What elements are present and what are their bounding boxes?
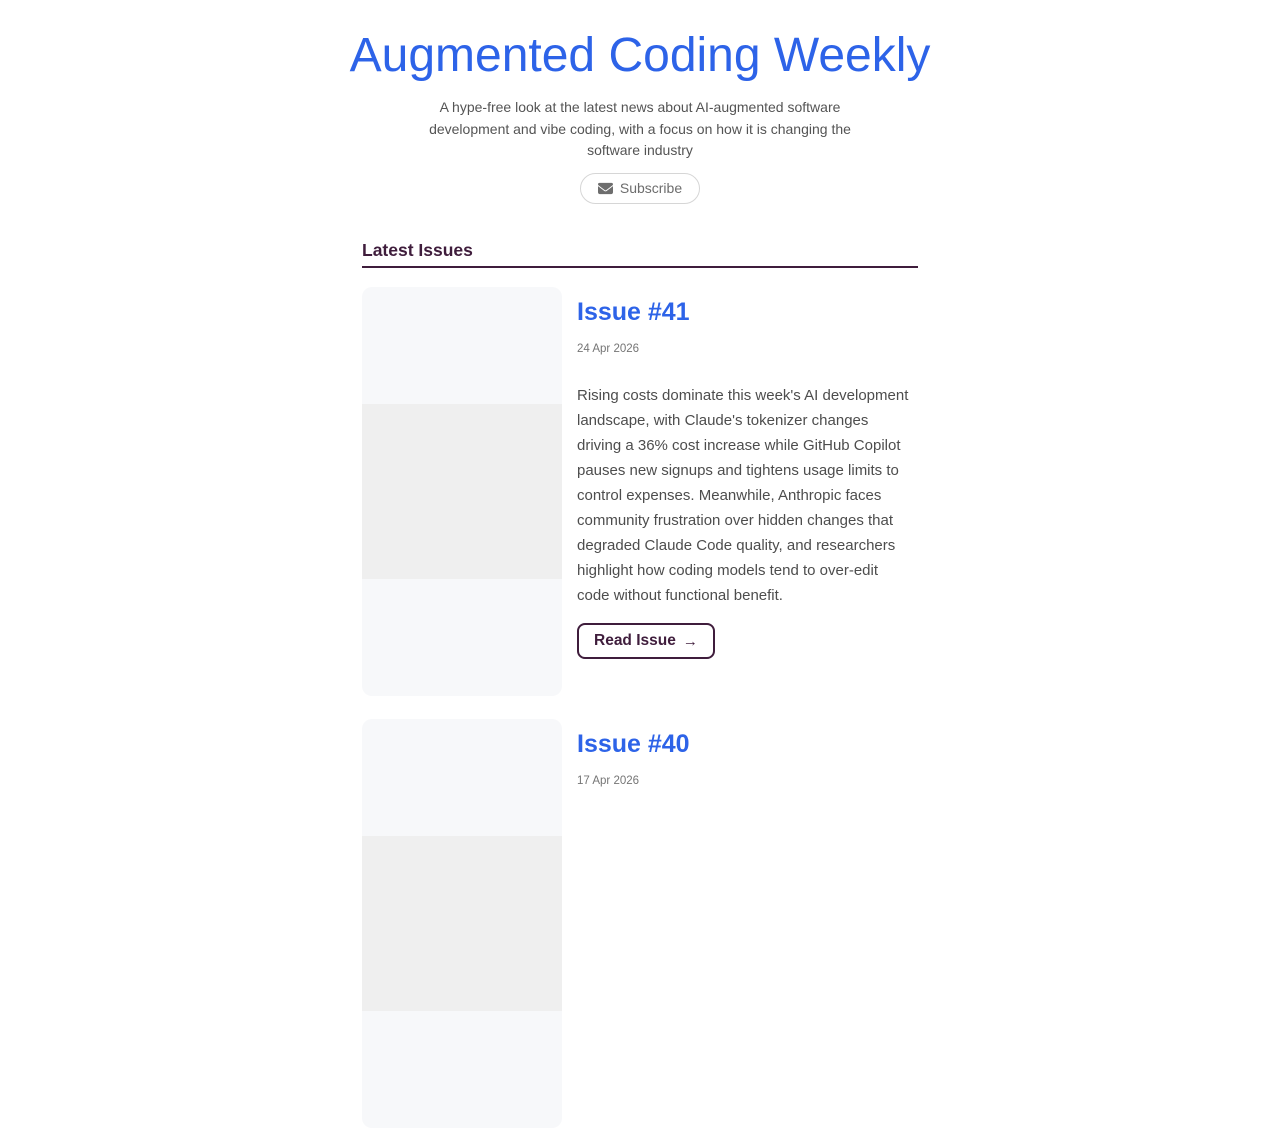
issue-40-title (577, 729, 918, 759)
envelope-icon (598, 181, 613, 196)
latest-issues-section (362, 240, 918, 1128)
arrow-right-icon: → (682, 632, 698, 650)
site-header (0, 28, 1280, 204)
issue-40-thumbnail-link[interactable] (362, 719, 562, 1128)
read-issue-41-label: Read Issue (594, 632, 676, 650)
section-divider (362, 266, 918, 268)
issue-41-summary: Rising costs dominate this week's AI development landscape, with Claude's tokenizer changes driving a 36% cost increase while GitHub Copilot pauses new signups and tightens usage limits to control expenses. Meanwhile, Anthropic faces community frustration over hidden changes that degraded Claude Code quality, and researchers highlight how coding models tend to over-edit code without functional benefit. (577, 387, 909, 605)
issue-41-body (577, 287, 918, 696)
issue-41-title-link[interactable]: Issue #41 (577, 298, 690, 327)
section-heading-latest-issues: Latest Issues (362, 240, 473, 261)
issue-41-date: 24 Apr 2026 (577, 343, 640, 356)
issue-41-thumbnail-link[interactable] (362, 287, 562, 696)
issue-40-date: 17 Apr 2026 (577, 775, 640, 788)
site-tagline: A hype-free look at the latest news about AI-augmented software development and vibe coding, with a focus on how it is changing the software industry (429, 99, 851, 158)
subscribe-button[interactable] (580, 173, 700, 204)
page-title: Augmented Coding Weekly (349, 29, 931, 82)
issue-41-thumbnail-image (362, 404, 562, 579)
issue-card-41 (362, 287, 918, 696)
issue-40-title-link[interactable]: Issue #40 (577, 730, 690, 759)
issue-card-40 (362, 719, 918, 1128)
issue-40-body (577, 719, 918, 1128)
read-issue-41-button[interactable] (577, 623, 715, 659)
issue-40-thumbnail-image (362, 836, 562, 1011)
subscribe-button-label: Subscribe (619, 180, 683, 197)
issue-41-title (577, 297, 918, 327)
